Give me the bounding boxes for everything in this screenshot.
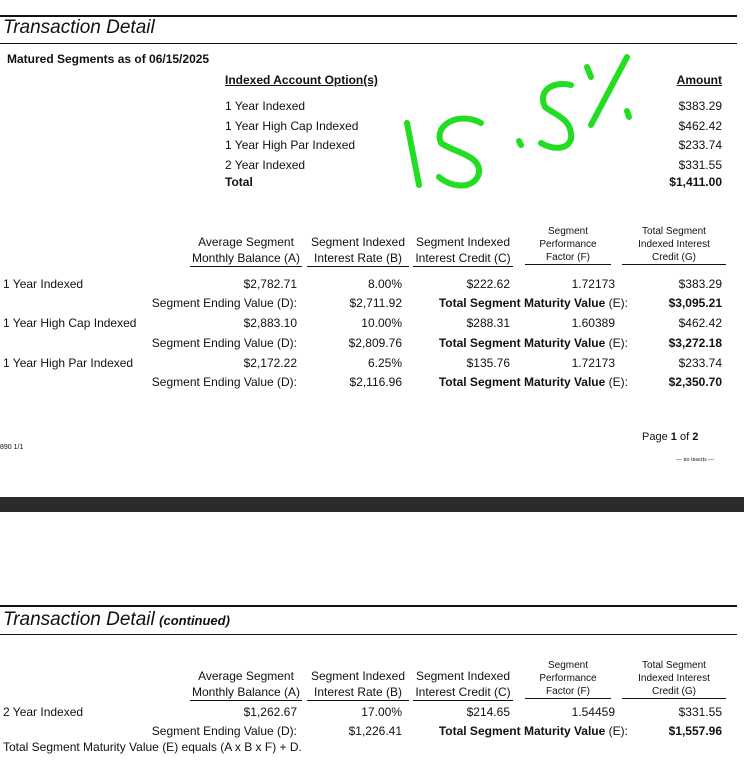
page-title: Transaction Detail (continued) [3, 609, 230, 630]
header-performance-factor: Segment Performance Factor (F) [525, 659, 611, 699]
segment-ending-label: Segment Ending Value (D): [151, 375, 297, 389]
title-rule-top [0, 605, 737, 607]
summary-amount-header: Amount [676, 73, 722, 87]
handwritten-annotation [395, 45, 645, 195]
segment-name: 1 Year High Cap Indexed [3, 316, 137, 330]
summary-row-label: 2 Year Indexed [225, 158, 306, 172]
segment-name: 2 Year Indexed [3, 705, 84, 719]
no-inserts-note: --- no inserts --- [676, 457, 715, 463]
summary-row-amount: $331.55 [678, 158, 722, 172]
header-performance-factor: Segment Performance Factor (F) [525, 225, 611, 265]
segment-ending-label: Segment Ending Value (D): [151, 724, 297, 738]
segment-name: 1 Year Indexed [3, 277, 84, 291]
segment-credit: $222.62 [466, 277, 510, 291]
header-interest-credit: Segment Indexed Interest Credit (C) [413, 234, 513, 267]
summary-row-amount: $383.29 [678, 99, 722, 113]
segment-ending-value: $2,116.96 [349, 375, 402, 389]
title-rule-bottom [0, 634, 737, 635]
summary-option-header: Indexed Account Option(s) [225, 73, 378, 87]
segment-total-credit: $383.29 [678, 277, 722, 291]
matured-segments-subtitle: Matured Segments as of 06/15/2025 [7, 52, 210, 66]
summary-row-label: 1 Year High Cap Indexed [225, 119, 359, 133]
header-total-credit: Total Segment Indexed Interest Credit (G) [622, 225, 726, 265]
segment-balance: $2,782.71 [243, 277, 297, 291]
header-total-credit: Total Segment Indexed Interest Credit (G) [622, 659, 726, 699]
segment-rate: 8.00% [367, 277, 402, 291]
segment-maturity-label: Total Segment Maturity Value (E): [438, 375, 628, 389]
header-avg-balance: Average Segment Monthly Balance (A) [191, 235, 301, 265]
header-interest-rate: Segment Indexed Interest Rate (B) [307, 234, 409, 267]
segment-balance: $1,262.67 [243, 705, 297, 719]
segment-factor: 1.72173 [571, 277, 615, 291]
page-title: Transaction Detail [3, 17, 155, 38]
segment-rate: 6.25% [367, 356, 402, 370]
segment-factor: 1.54459 [571, 705, 615, 719]
segment-maturity-label: Total Segment Maturity Value (E): [438, 336, 628, 350]
summary-row-amount: $462.42 [678, 119, 722, 133]
summary-row-label: 1 Year Indexed [225, 99, 306, 113]
title-rule-top [0, 15, 737, 17]
formula-note: Total Segment Maturity Value (E) equals (A x B x F) + D. [3, 740, 302, 754]
segment-maturity-label: Total Segment Maturity Value (E): [438, 296, 628, 310]
segment-ending-label: Segment Ending Value (D): [151, 336, 297, 350]
segment-maturity-value: $3,272.18 [668, 336, 722, 350]
segment-ending-label: Segment Ending Value (D): [151, 296, 297, 310]
header-interest-credit: Segment Indexed Interest Credit (C) [413, 668, 513, 701]
segment-total-credit: $233.74 [678, 356, 722, 370]
segment-ending-value: $2,711.92 [349, 296, 402, 310]
segment-total-credit: $331.55 [678, 705, 722, 719]
header-avg-balance: Average Segment Monthly Balance (A) [191, 669, 301, 699]
segment-maturity-label: Total Segment Maturity Value (E): [438, 724, 628, 738]
segment-total-credit: $462.42 [678, 316, 722, 330]
segment-maturity-value: $2,350.70 [668, 375, 722, 389]
segment-credit: $135.76 [466, 356, 510, 370]
segment-rate: 17.00% [361, 705, 402, 719]
segment-ending-value: $1,226.41 [348, 724, 402, 738]
page-divider [0, 497, 744, 512]
title-rule-bottom [0, 43, 737, 44]
segment-credit: $288.31 [466, 316, 510, 330]
segment-balance: $2,883.10 [243, 316, 297, 330]
summary-total-label: Total [225, 175, 253, 189]
summary-total-amount: $1,411.00 [669, 175, 722, 189]
page-indicator: Page 1 of 2 [642, 431, 699, 443]
segment-maturity-value: $3,095.21 [668, 296, 722, 310]
summary-row-amount: $233.74 [678, 138, 722, 152]
segment-ending-value: $2,809.76 [348, 336, 402, 350]
segment-factor: 1.60389 [571, 316, 615, 330]
header-interest-rate: Segment Indexed Interest Rate (B) [307, 668, 409, 701]
segment-factor: 1.72173 [571, 356, 615, 370]
segment-balance: $2,172.22 [243, 356, 297, 370]
doc-code: 890 1/1 [0, 444, 24, 451]
segment-maturity-value: $1,557.96 [668, 724, 722, 738]
segment-name: 1 Year High Par Indexed [3, 356, 134, 370]
segment-rate: 10.00% [361, 316, 402, 330]
summary-row-label: 1 Year High Par Indexed [225, 138, 356, 152]
segment-credit: $214.65 [466, 705, 510, 719]
